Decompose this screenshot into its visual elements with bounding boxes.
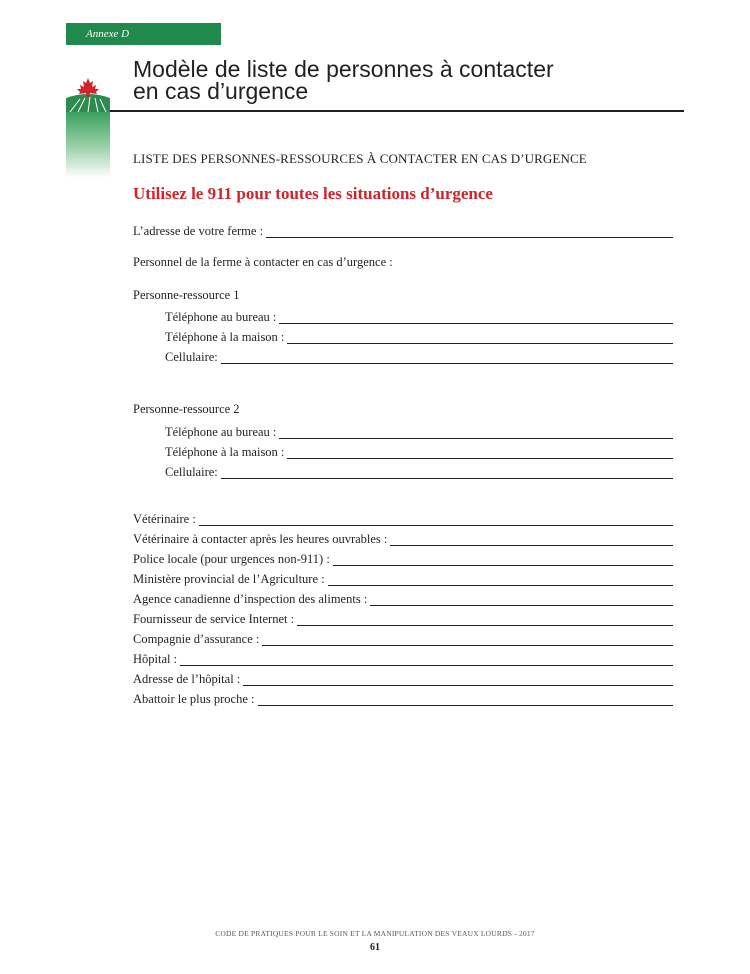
contact2-cell-line[interactable] <box>221 466 673 479</box>
contact1-cell-line[interactable] <box>221 351 673 364</box>
section-heading: LISTE DES PERSONNES-RESSOURCES À CONTACTER EN CAS D’URGENCE <box>133 151 587 166</box>
maple-leaf-farm-logo <box>66 76 110 112</box>
page-title <box>133 58 693 102</box>
field-line[interactable] <box>262 633 673 646</box>
field-label: Fournisseur de service Internet : <box>133 612 295 626</box>
contact1-cell-field <box>165 348 673 364</box>
after-hours-vet-field <box>133 530 673 546</box>
contact1-home-field <box>165 328 673 344</box>
field-line[interactable] <box>328 573 673 586</box>
cfia-field <box>133 590 673 606</box>
field-line[interactable] <box>180 653 673 666</box>
field-label: Vétérinaire : <box>133 512 196 526</box>
page-number: 61 <box>370 942 380 953</box>
side-gradient-bar <box>66 112 110 178</box>
hospital-field <box>133 650 673 666</box>
contact1-office-label: Téléphone au bureau : <box>165 310 277 324</box>
annex-tab: Annexe D <box>66 23 221 45</box>
contact2-home-line[interactable] <box>287 446 673 459</box>
hospital-address-field <box>133 670 673 686</box>
contact1-office-line[interactable] <box>279 311 673 324</box>
title-line-1: Modèle de liste de personnes à contacter <box>133 56 554 82</box>
contact2-label: Personne-ressource 2 <box>133 402 240 416</box>
abattoir-field <box>133 690 673 706</box>
agriculture-ministry-field <box>133 570 673 586</box>
farm-address-label: L’adresse de votre ferme : <box>133 224 264 238</box>
farm-address-line[interactable] <box>266 225 673 238</box>
field-label: Hôpital : <box>133 652 178 666</box>
vet-field <box>133 510 673 526</box>
field-label: Agence canadienne d’inspection des aliments : <box>133 592 368 606</box>
field-label: Abattoir le plus proche : <box>133 692 255 706</box>
field-line[interactable] <box>297 613 673 626</box>
farm-address-field <box>133 222 673 238</box>
contact2-office-field <box>165 423 673 439</box>
field-line[interactable] <box>333 553 673 566</box>
contact1-home-line[interactable] <box>287 331 673 344</box>
field-line[interactable] <box>199 513 673 526</box>
local-police-field <box>133 550 673 566</box>
field-label: Adresse de l’hôpital : <box>133 672 241 686</box>
contact2-cell-label: Cellulaire: <box>165 465 218 479</box>
field-label: Ministère provincial de l’Agriculture : <box>133 572 325 586</box>
field-line[interactable] <box>243 673 673 686</box>
contact1-home-label: Téléphone à la maison : <box>165 330 285 344</box>
title-line-2: en cas d’urgence <box>133 78 309 104</box>
field-label: Vétérinaire à contacter après les heures ouvrables : <box>133 532 388 546</box>
field-line[interactable] <box>370 593 673 606</box>
insurance-field <box>133 630 673 646</box>
contact1-label: Personne-ressource 1 <box>133 288 240 302</box>
internet-provider-field <box>133 610 673 626</box>
field-label: Compagnie d’assurance : <box>133 632 260 646</box>
contact2-office-line[interactable] <box>279 426 673 439</box>
contact2-home-field <box>165 443 673 459</box>
contact2-home-label: Téléphone à la maison : <box>165 445 285 459</box>
contact1-office-field <box>165 308 673 324</box>
title-rule <box>110 110 684 112</box>
field-line[interactable] <box>258 693 674 706</box>
contact1-cell-label: Cellulaire: <box>165 350 218 364</box>
staff-label: Personnel de la ferme à contacter en cas d’urgence : <box>133 255 393 269</box>
emergency-note: Utilisez le 911 pour toutes les situations d’urgence <box>133 184 493 203</box>
footer-text: CODE DE PRATIQUES POUR LE SOIN ET LA MANIPULATION DES VEAUX LOURDS - 2017 <box>215 929 535 938</box>
contact2-office-label: Téléphone au bureau : <box>165 425 277 439</box>
field-line[interactable] <box>390 533 673 546</box>
field-label: Police locale (pour urgences non-911) : <box>133 552 330 566</box>
contact2-cell-field <box>165 463 673 479</box>
